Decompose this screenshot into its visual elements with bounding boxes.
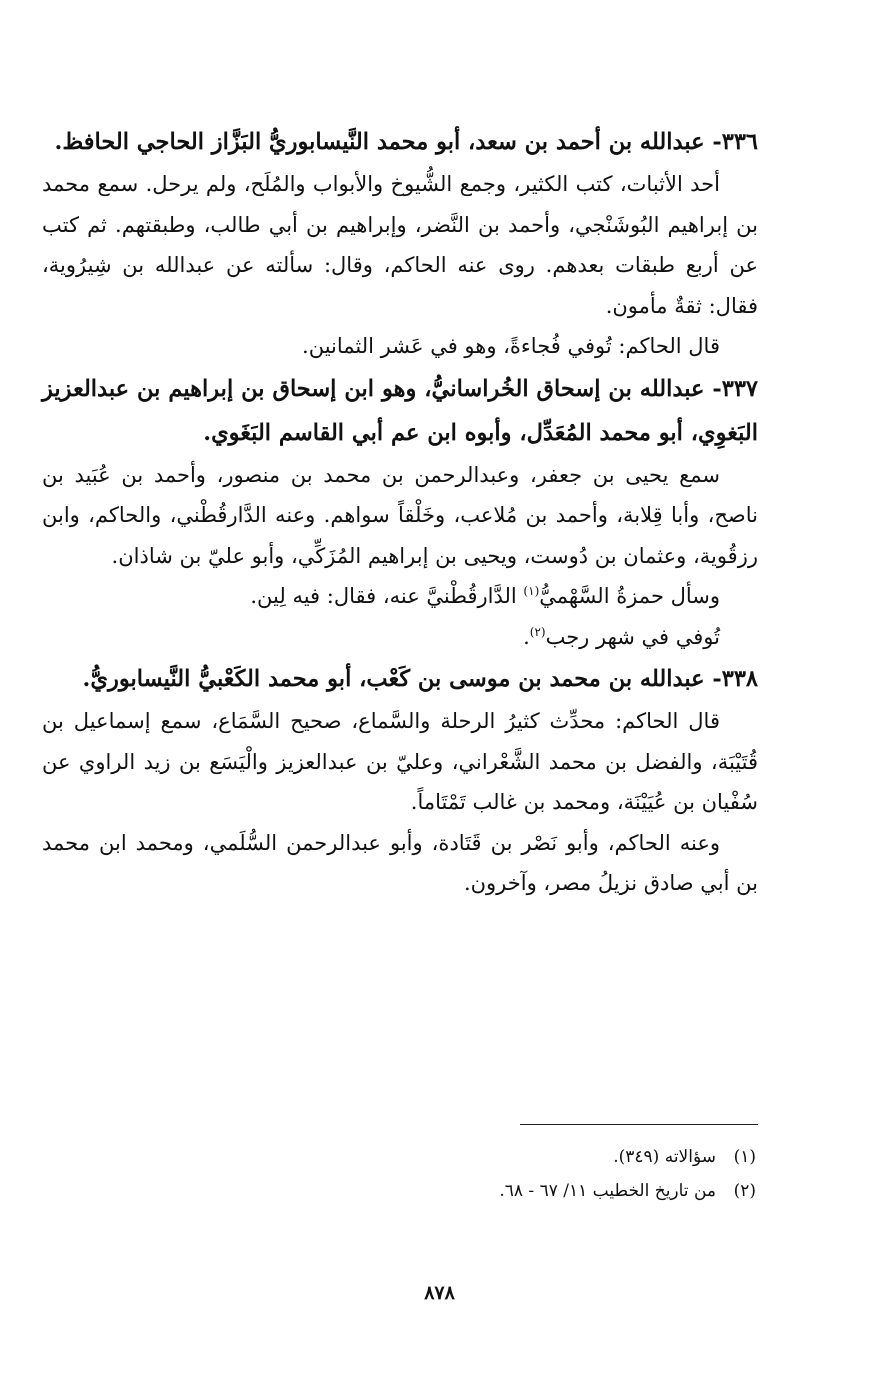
- line-text: الدَّارقُطْنيَّ عنه، فقال: فيه لِين.: [250, 584, 524, 608]
- line-text: .: [523, 624, 530, 649]
- footnote-text: سؤالاته (٣٤٩).: [613, 1147, 716, 1167]
- footnote-number: (٢): [733, 1181, 756, 1201]
- footnote-number: (١): [733, 1147, 756, 1167]
- page-number: ٨٧٨: [424, 1282, 455, 1304]
- entry-337-line-death: [42, 617, 758, 658]
- entry-337-paragraph-1: سمع يحيى بن جعفر، وعبدالرحمن بن محمد بن منصور، وأحمد بن عُبَيد بن ناصح، وأبا قِلابة، وأحمد بن مُلاعب، وخَلْقاً سواهم. وعنه الدَّارقُطْني، والحاكم، وابن رزقُوية، وعثمان بن دُوست، ويحيى بن إبراهيم المُزَكِّي، وأبو عليّ بن شاذان.: [42, 462, 758, 568]
- entry-336-paragraph-1: أحد الأثبات، كتب الكثير، وجمع الشُّيوخ والأبواب والمُلَح، ولم يرحل. سمع محمد بن إبراهيم البُوشَنْجي، وأحمد بن النَّضر، وإبراهيم بن أبي طالب، وطبقتهم. ثم كتب عن أربع طبقات بعدهم. روى عنه الحاكم، وقال: سألته عن عبدالله بن شِيرُوية، فقال: ثقةٌ مأمون.: [42, 172, 758, 318]
- entry-heading-336: ٣٣٦- عبدالله بن أحمد بن سعد، أبو محمد النَّيسابوريُّ البَزَّاز الحاجي الحافظ.: [54, 129, 758, 155]
- footnote-separator: [520, 1124, 758, 1125]
- line-text: وسأل حمزةُ السَّهْميُّ: [539, 584, 720, 608]
- entry-336-paragraph-2: قال الحاكم: تُوفي فُجاءةً، وهو في عَشر الثمانين.: [302, 334, 720, 358]
- line-text: تُوفي في شهر رجب: [545, 624, 720, 649]
- entry-338-paragraph-1: قال الحاكم: محدِّث كثيرُ الرحلة والسَّماع، صحيح السَّمَاع، سمع إسماعيل بن قُتَيْبَة، والفضل بن محمد الشَّعْراني، وعليّ بن عبدالعزيز والْيَسَع بن زيد الراوي عن سُفْيان بن عُيَيْنَة، ومحمد بن غالب تَمْتَاماً.: [42, 709, 758, 814]
- entry-heading-337: ٣٣٧- عبدالله بن إسحاق الخُراسانيُّ، وهو ابن إسحاق بن إبراهيم بن عبدالعزيز البَغوِي، أبو محمد المُعَدِّل، وأبوه ابن عم أبي القاسم البَغَوي.: [42, 375, 758, 446]
- footnotes: [300, 1140, 756, 1208]
- entry-heading-338: ٣٣٨- عبدالله بن محمد بن موسى بن كَعْب، أبو محمد الكَعْبيُّ النَّيسابوريُّ.: [82, 666, 758, 692]
- footnote-ref-1[interactable]: (١): [523, 584, 540, 598]
- main-text: [42, 120, 758, 904]
- footnote-1: [300, 1140, 756, 1174]
- footnote-ref-2[interactable]: (٢): [529, 624, 546, 639]
- footnote-2: [300, 1174, 756, 1208]
- footnote-text: من تاريخ الخطيب ١١/ ٦٧ - ٦٨.: [499, 1181, 716, 1201]
- entry-338-paragraph-2: وعنه الحاكم، وأبو نَصْر بن قَتَادة، وأبو عبدالرحمن السُّلَمي، ومحمد ابن محمد بن أبي صادق نزيلُ مصر، وآخرون.: [42, 830, 758, 895]
- entry-337-line-hamza: [42, 576, 758, 617]
